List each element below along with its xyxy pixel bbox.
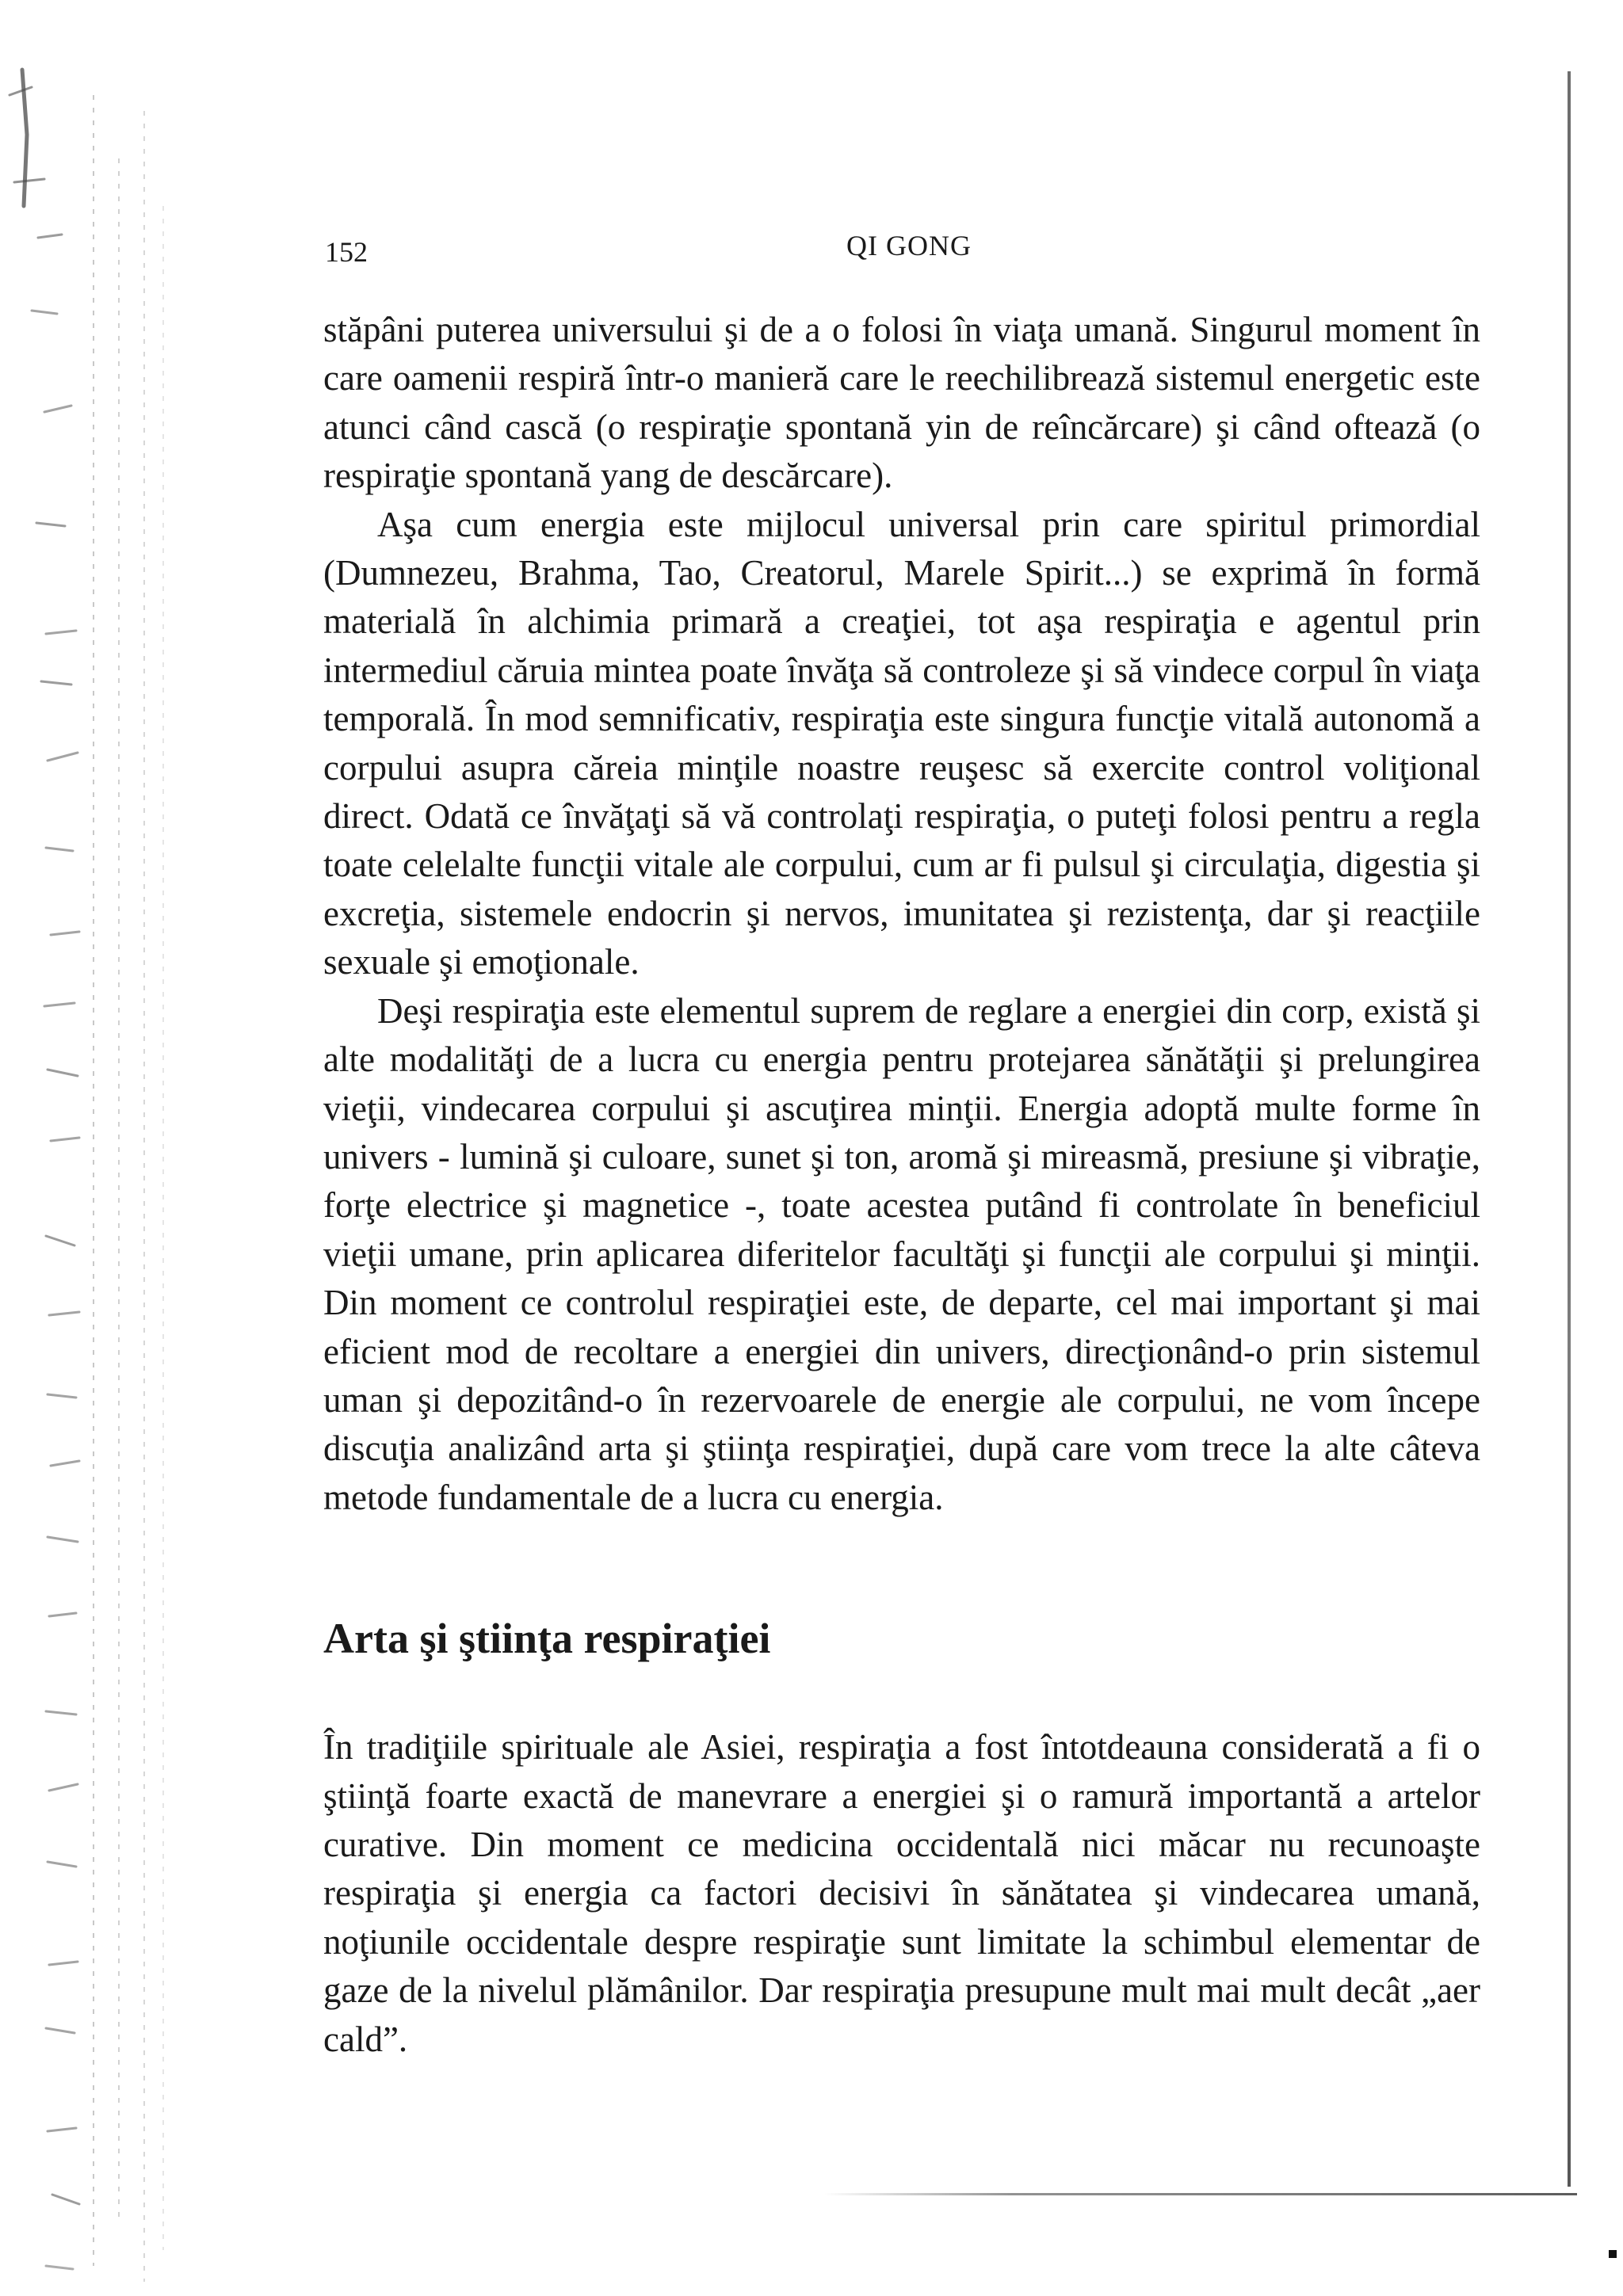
paragraph: Deşi respiraţia este elementul suprem de reglare a energiei din corp, există şi alte modalităţi de a lucra cu energia pentru protejarea sănătăţii şi prelungirea vieţii, vindecarea corpului şi ascuţirea minţii. Energia adoptă multe forme în univers - lumină şi culoare, sunet şi ton, aromă şi mireasmă, presiune şi vibraţie, forţe electrice şi magnetice -, toate acestea putând fi controlate în beneficiul vieţii umane, prin aplicarea diferitelor facultăţi şi funcţii ale corpului şi minţii. Din moment ce controlul respiraţiei este, de departe, cel mai important şi mai eficient mod de recoltare a energiei din univers, direcţionând-o prin sistemul uman şi depozitând-o în rezervoarele de energie ale corpului, ne vom începe discuţia analizând arta şi ştiinţa respiraţiei, după care vom trece la alte câteva metode fundamentale de a lucra cu energia. [323, 990, 1480, 1517]
paragraph: stăpâni puterea universului şi de a o folosi în viaţa umană. Singurul moment în care oamenii respiră într-o manieră care le reechilibrează sistemul energetic este atunci când cască (o respiraţie spontană yin de reîncărcare) şi când oftează (o respiraţie spontană yang de descărcare). [323, 310, 1480, 496]
section-paragraph: În tradiţiile spirituale ale Asiei, respiraţia a fost întotdeauna considerată a fi o ştiinţă foarte exactă de manevrare a energiei şi o ramură importantă a artelor curative. Din moment ce medicina occidentală nici măcar nu recunoaşte respiraţia şi energia ca factori decisivi în sănătatea şi vindecarea umană, noţiunile occidentale despre respiraţie sunt limitate la schimbul elementar de gaze de la nivelul plămânilor. Dar respiraţia presupune mult mai mult decât „aer cald”. [323, 1727, 1480, 2059]
scanned-binding-edge [0, 0, 190, 2296]
section-heading: Arta şi ştiinţa respiraţiei [323, 1615, 771, 1663]
running-header [323, 222, 1480, 269]
scan-speck [1609, 2250, 1617, 2258]
page-content [323, 222, 1480, 2064]
book-title: QI GONG [846, 230, 972, 261]
page-number: 152 [325, 236, 368, 268]
page-edge-shadow [1568, 71, 1571, 2187]
bottom-edge-shadow [824, 2193, 1577, 2195]
body-text [323, 306, 1480, 1522]
paragraph: Aşa cum energia este mijlocul universal prin care spiritul primordial (Dumnezeu, Brahma, Tao, Creatorul, Marele Spirit...) se exprimă în formă materială în alchimia primară a creaţiei, tot aşa respiraţia e agentul prin intermediul căruia mintea poate învăţa să controleze şi să vindece corpul în viaţa temporală. În mod semnificativ, respiraţia este singura funcţie vitală autonomă a corpului asupra căreia minţile noastre reuşesc să exercite control voliţional direct. Odată ce învăţaţi să vă controlaţi respiraţia, o puteţi folosi pentru a regla toate celelalte funcţii vitale ale corpului, cum ar fi pulsul şi circulaţia, digestia şi excreţia, sistemele endocrin şi nervos, imunitatea şi rezistenţa, dar şi reacţiile sexuale şi emoţionale. [323, 504, 1480, 982]
binding-shadow-marks [0, 0, 190, 2296]
